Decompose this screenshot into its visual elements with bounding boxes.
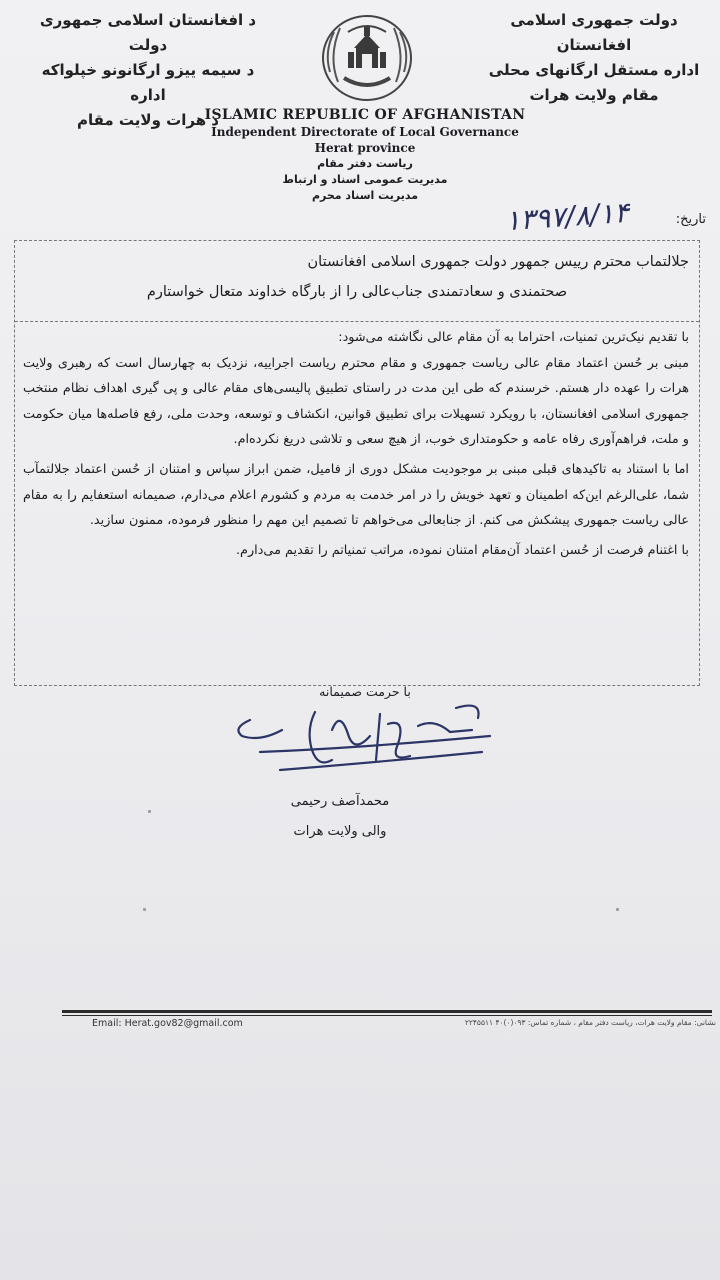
letter-body [23,325,689,563]
pashto-header-line: د افغانستان اسلامی جمهوری دولت [39,11,257,54]
paragraph: مبنی بر حُسن اعتماد مقام عالی ریاست جمهوری و مقام محترم ریاست اجراییه، نزدیک به چهارسال است که رهبری ولایت هرات را عهده دار هستم. خرسندم که طی این مدت در راستای تطبیق پالیسی‌های مقام عالی و پی گیری اهداف نظام منتخب جمهوری اسلامی افغانستان، با رویکرد تسهیلات برای تطبیق قوانین، انکشاف و توسعه، وحدت ملی، رفع فاصله‌ها میان حکومت و ملت، فراهم‌آوری رفاه عامه و حکومتداری خوب، از هیچ سعی و تلاشی دریغ نکرده‌ام. [23,355,689,448]
pashto-header-line: د هرات ولایت مقام [76,111,220,129]
paper-speck [616,908,619,911]
paper-speck [143,908,146,911]
signer-name: محمدآصف رحیمی [290,794,390,809]
persian-sub-line: ریاست دفتر مقام [317,157,413,170]
dari-header [474,8,714,108]
paragraph: با اغتنام فرصت از حُسن اعتماد آن‌مقام امتنان نموده، مراتب تمنیاتم را تقدیم می‌دارم. [235,542,689,558]
letter-heading [25,247,689,307]
greeting: صحتمندی و سعادتمندی جناب‌عالی را از بارگاه خداوند متعال خواستارم [146,284,568,300]
paper-speck [148,810,151,813]
letterhead-center [200,106,530,204]
dari-header-line: مقام ولایت هرات [529,86,659,104]
box-divider [15,321,699,322]
persian-sub-line: مدیریت عمومی اسناد و ارتباط [282,173,448,186]
date-label: تاریخ: [675,212,706,227]
english-province: Herat province [314,141,416,155]
paragraph: با تقدیم نیک‌ترین تمنیات، احتراما به آن مقام عالی نگاشته می‌شود: [338,330,689,345]
letter-box [14,240,700,686]
paragraph: اما با استناد به تاکیدهای قبلی مبنی بر موجودیت مشکل دوری از فامیل، ضمن ابراز سپاس و امتنان از حُسن اعتماد جلالتمآب شما، علی‌الرغم این‌که اطمینان و تعهد خویش را در امر خدمت به مردم و کشورم اعلام می‌دارم، صمیمانه استعفایم را به مقام عالی ریاست جمهوری پیشکش می کنم. از جنابعالی می‌خواهم تا تصمیم این مهم را منظور فرموده، ممنون سازید. [23,461,689,529]
pashto-header-line: د سیمه ییزو ارگانونو خپلواکه اداره [41,61,255,104]
persian-sub-line: مدیریت اسناد محرم [311,189,419,202]
english-title: ISLAMIC REPUBLIC OF AFGHANISTAN [204,107,526,123]
footer-address: نشانی: مقام ولایت هرات، ریاست دفتر مقام ، شماره تماس: ۰۹۳(۰)۴۰ ۲۲۴۵۵۱۱ [464,1018,716,1027]
closing: با حرمت صمیمانه [319,684,411,699]
dari-header-line: دولت جمهوری اسلامی افغانستان [510,11,678,54]
footer-email: Email: Herat.gov82@gmail.com [92,1018,243,1029]
signature [220,690,510,790]
date-value: ۱۳۹۷/۸/۱۴ [504,195,631,238]
afghanistan-emblem-icon [318,12,416,104]
footer-rule [62,1010,712,1013]
addressee: جلالتماب محترم رییس جمهور دولت جمهوری اسلامی افغانستان [307,254,689,270]
dari-header-line: اداره مستقل ارگانهای محلی [488,61,700,79]
signer-block [240,790,440,850]
signer-title: والی ولایت هرات [293,824,387,839]
english-directorate: Independent Directorate of Local Governance [211,125,519,139]
footer-rule-thin [62,1015,712,1016]
